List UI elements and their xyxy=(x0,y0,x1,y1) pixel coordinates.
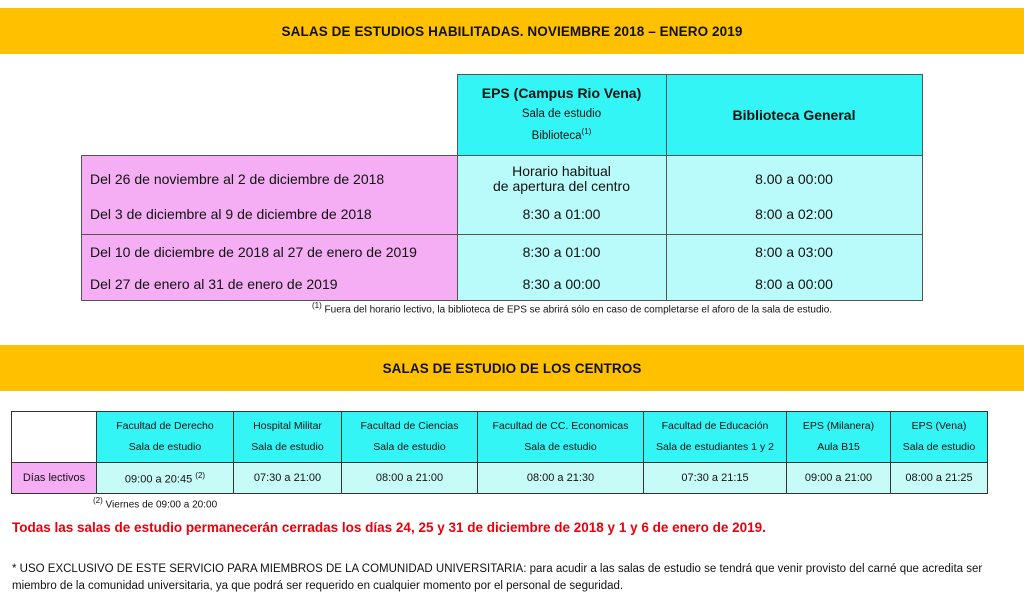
hours-cell xyxy=(644,463,787,494)
header-facultad-ciencias xyxy=(342,412,478,463)
footnote-2-mark: (2) xyxy=(93,496,103,505)
header-line2: Sala de estudio xyxy=(128,441,202,453)
eps-hours-cell xyxy=(457,156,666,202)
hours-text: 09:00 a 20:45 xyxy=(124,473,193,486)
header-line1: Facultad de Educación xyxy=(661,420,769,432)
header-line2: Aula B15 xyxy=(817,441,860,453)
footnote-1-mark: (1) xyxy=(312,301,322,310)
header-line2: Sala de estudio xyxy=(524,441,597,453)
empty-corner-cell xyxy=(12,412,97,463)
period-text: Del 3 de diciembre al 9 de diciembre de 2018 xyxy=(90,205,372,222)
row-label-text: Días lectivos xyxy=(22,472,86,484)
period-cell xyxy=(82,269,458,301)
header-eps-title: EPS (Campus Rio Vena) xyxy=(481,85,642,102)
footnote-ref-1: (1) xyxy=(581,127,592,137)
header-eps-campus xyxy=(457,75,666,156)
usage-notice: * USO EXCLUSIVO DE ESTE SERVICIO PARA MIEMBROS DE LA COMUNIDAD UNIVERSITARIA: para acudir a las salas de estudio se tendrá que venir provisto del carné que acredita ser miembro de la comunidad universitaria, ya que podrá ser requerido en cualquier momento por el personal de seguridad. xyxy=(12,563,983,592)
header-biblioteca-general xyxy=(666,75,922,156)
header-eps-vena xyxy=(891,412,988,463)
hours-cell xyxy=(787,463,891,494)
banner-title: SALAS DE ESTUDIOS HABILITADAS. NOVIEMBRE 2018 – ENERO 2019 xyxy=(281,23,743,39)
hours-text: 09:00 a 21:00 xyxy=(804,472,873,484)
hours-text: 08:00 a 21:30 xyxy=(526,472,595,484)
eps-hours-cell xyxy=(457,202,666,235)
header-facultad-derecho xyxy=(97,412,234,463)
bib-hours-text: 8:00 a 00:00 xyxy=(755,276,833,293)
eps-hours-text: 8:30 a 01:00 xyxy=(522,205,601,222)
eps-hours-line2: de apertura del centro xyxy=(493,177,630,194)
bib-hours-cell xyxy=(666,156,922,202)
footnote-1-text: Fuera del horario lectivo, la biblioteca de EPS se abrirá sólo en caso de completarse el aforo de la sala de estudio. xyxy=(321,304,833,316)
bib-hours-text: 8:00 a 02:00 xyxy=(755,205,833,222)
period-text: Del 10 de diciembre de 2018 al 27 de enero de 2019 xyxy=(90,243,417,260)
header-line2: Sala de estudio xyxy=(251,441,324,453)
hours-text: 08:00 a 21:25 xyxy=(905,472,973,484)
header-line1: EPS (Vena) xyxy=(911,420,967,432)
library-hours-table xyxy=(81,74,923,301)
row-label-dias-lectivos xyxy=(12,463,97,494)
period-text: Del 26 de noviembre al 2 de diciembre de 2018 xyxy=(90,170,385,187)
hours-cell xyxy=(478,463,644,494)
header-line2: Sala de estudio xyxy=(902,441,976,453)
header-hospital-militar xyxy=(234,412,342,463)
banner-centers xyxy=(0,345,1024,391)
header-line1: Facultad de Ciencias xyxy=(360,420,459,432)
bib-hours-cell xyxy=(666,202,922,235)
header-line1: Facultad de Derecho xyxy=(116,420,214,432)
banner-study-rooms xyxy=(0,8,1024,54)
header-eps-sub2 xyxy=(458,123,666,145)
header-line2: Sala de estudio xyxy=(373,441,446,453)
header-line1: Facultad de CC. Economicas xyxy=(492,420,629,432)
period-cell xyxy=(82,235,458,269)
footnote-2-text: Viernes de 09:00 a 20:00 xyxy=(102,499,218,511)
eps-hours-cell xyxy=(457,269,666,301)
header-biblioteca-title: Biblioteca General xyxy=(732,107,856,123)
footnote-ref-2: (2) xyxy=(195,470,206,480)
header-line2: Sala de estudiantes 1 y 2 xyxy=(656,441,774,453)
empty-corner-cell xyxy=(82,75,458,156)
banner-title: SALAS DE ESTUDIO DE LOS CENTROS xyxy=(382,360,642,376)
centers-hours-table xyxy=(11,411,988,494)
hours-text: 07:30 a 21:15 xyxy=(681,472,749,484)
period-cell xyxy=(82,202,458,235)
footnote-2 xyxy=(93,496,217,510)
period-text: Del 27 de enero al 31 de enero de 2019 xyxy=(90,276,338,293)
bib-hours-cell xyxy=(666,269,922,301)
hours-text: 07:30 a 21:00 xyxy=(253,472,322,484)
hours-cell xyxy=(342,463,478,494)
header-facultad-economicas xyxy=(478,412,644,463)
hours-cell xyxy=(234,463,342,494)
footnote-1 xyxy=(312,301,832,315)
eps-hours-line1: Horario habitual xyxy=(512,162,611,179)
hours-text: 08:00 a 21:00 xyxy=(375,472,444,484)
header-facultad-educacion xyxy=(644,412,787,463)
eps-hours-text: 8:30 a 00:00 xyxy=(522,276,601,293)
header-line1: Hospital Militar xyxy=(253,420,322,432)
bib-hours-text: 8.00 a 00:00 xyxy=(755,170,833,187)
header-eps-sub2-text: Biblioteca xyxy=(531,129,582,142)
bib-hours-text: 8:00 a 03:00 xyxy=(755,243,833,260)
hours-cell xyxy=(891,463,988,494)
header-eps-sub1: Sala de estudio xyxy=(521,108,602,121)
period-cell xyxy=(82,156,458,202)
closure-notice: Todas las salas de estudio permanecerán cerradas los días 24, 25 y 31 de diciembre de 2018 y 1 y 6 de enero de 2019. xyxy=(12,520,766,535)
eps-hours-cell xyxy=(457,235,666,269)
hours-cell xyxy=(97,463,234,494)
header-eps-milanera xyxy=(787,412,891,463)
header-line1: EPS (Milanera) xyxy=(802,420,875,432)
header-eps-sub xyxy=(458,106,666,145)
bib-hours-cell xyxy=(666,235,922,269)
eps-hours-text: 8:30 a 01:00 xyxy=(522,243,601,260)
